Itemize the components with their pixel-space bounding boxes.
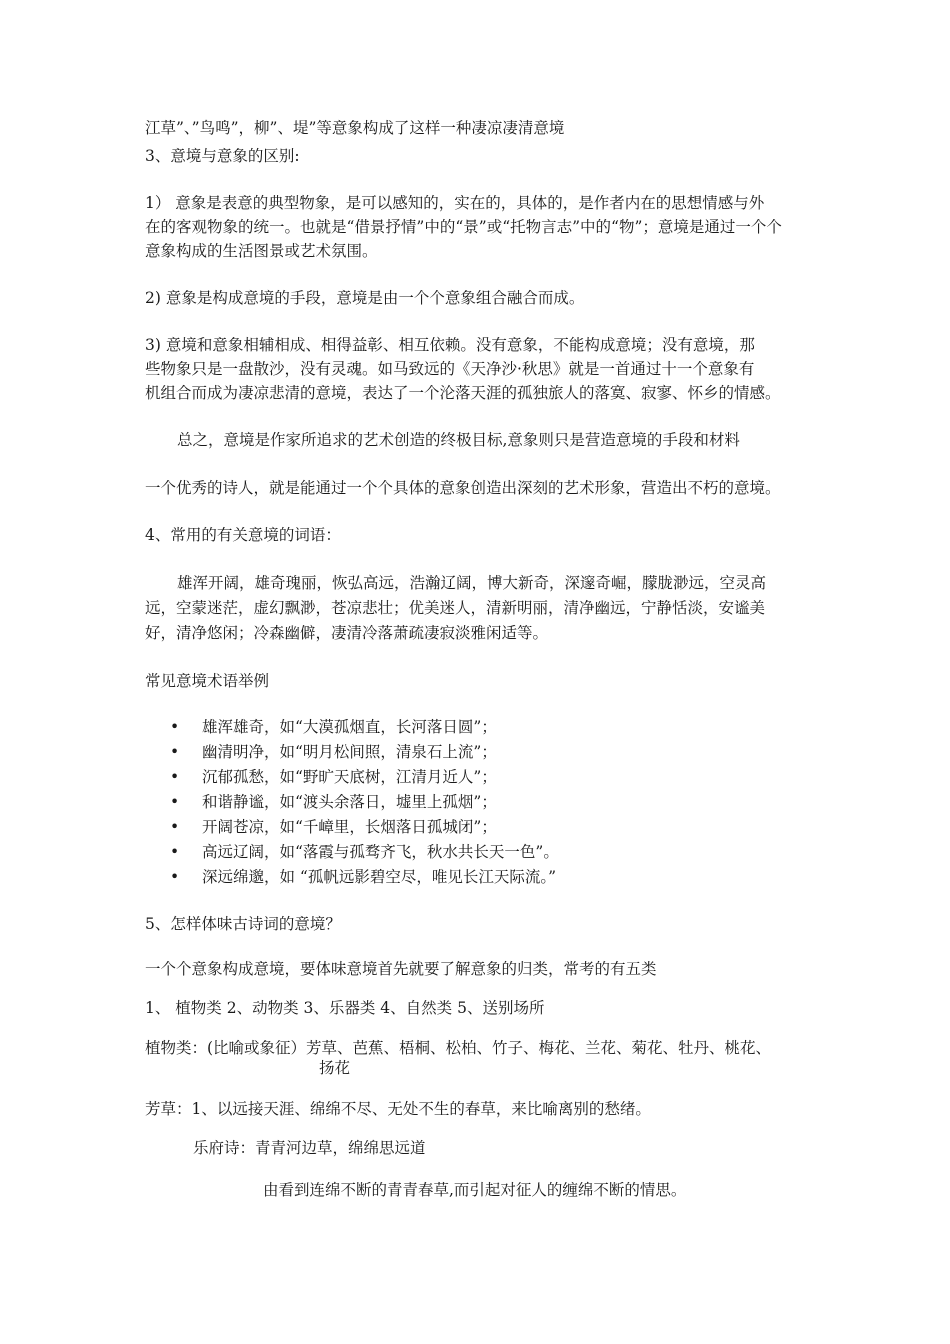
list-item [170,767,497,787]
bullet-icon: • [170,868,180,886]
terms-heading: 常见意境术语举例 [145,672,270,690]
list-item [170,867,556,887]
list-item-text: 和谐静谧，如“渡头余落日，墟里上孤烟”； [202,793,497,811]
plant-category-line-1: 植物类：(比喻或象征）芳草、芭蕉、梧桐、松柏、竹子、梅花、兰花、菊花、牡丹、桃花、 [145,1039,772,1057]
fangcao-paragraph: 芳草：1、以远接天涯、绵绵不尽、无处不生的春草，来比喻离别的愁绪。 [145,1100,651,1118]
paragraph-7: 一个个意象构成意境，要体味意境首先就要了解意象的归类，常考的有五类 [145,960,657,978]
bullet-icon: • [170,818,180,836]
poem-explanation: 由看到连绵不断的青青春草,而引起对征人的缠绵不断的情思。 [263,1181,687,1199]
paragraph-2: 2) 意象是构成意境的手段，意境是由一个个意象组合融合而成。 [145,289,585,307]
bullet-icon: • [170,843,180,861]
paragraph-5: 一个优秀的诗人，就是能通过一个个具体的意象创造出深刻的艺术形象，营造出不朽的意境。 [145,479,781,497]
text-line-1: 江草”、”鸟鸣”，柳”、堤”等意象构成了这样一种凄凉凄清意境 [145,119,565,137]
category-list: 1、 植物类 2、动物类 3、乐器类 4、自然类 5、送别场所 [145,999,545,1017]
section-heading-5: 5、怎样体味古诗词的意境？ [145,915,341,933]
section-heading-3: 3、意境与意象的区别: [145,147,300,165]
paragraph-6-line-2: 远，空蒙迷茫，虚幻飘渺，苍凉悲壮；优美迷人，清新明丽，清净幽远，宁静恬淡，安谧美 [145,599,766,617]
list-item [170,792,497,812]
paragraph-3-line-3: 机组合而成为凄凉悲清的意境，表达了一个沦落天涯的孤独旅人的落寞、寂寥、怀乡的情感。 [145,384,781,402]
list-item [170,742,497,762]
list-item-text: 雄浑雄奇，如“大漠孤烟直，长河落日圆”； [202,718,497,736]
list-item-text: 沉郁孤愁，如“野旷天底树，江清月近人”； [202,768,497,786]
list-item [170,842,559,862]
paragraph-6-line-1: 雄浑开阔，雄奇瑰丽，恢弘高远，浩瀚辽阔，博大新奇，深邃奇崛，朦胧渺远，空灵高 [177,574,767,592]
list-item [170,717,497,737]
paragraph-3-line-2: 些物象只是一盘散沙，没有灵魂。如马致远的《天净沙·秋思》就是一首通过十一个意象有 [145,360,755,378]
paragraph-4: 总之，意境是作家所追求的艺术创造的终极目标,意象则只是营造意境的手段和材料 [177,431,740,449]
list-item [170,817,497,837]
bullet-icon: • [170,768,180,786]
paragraph-6-line-3: 好，清净悠闲；冷森幽僻，凄清冷落萧疏凄寂淡雅闲适等。 [145,624,549,642]
bullet-icon: • [170,743,180,761]
bullet-icon: • [170,793,180,811]
paragraph-1-line-2: 在的客观物象的统一。也就是“借景抒情”中的“景”或“托物言志”中的“物”；意境是通过一个个 [145,218,782,236]
list-item-text: 幽清明净，如“明月松间照，清泉石上流”； [202,743,497,761]
poem-quote: 乐府诗：青青河边草，绵绵思远道 [193,1139,426,1157]
plant-category-line-2: 扬花 [319,1059,351,1077]
paragraph-1-line-3: 意象构成的生活图景或艺术氛围。 [145,242,378,260]
list-item-text: 高远辽阔，如“落霞与孤骛齐飞，秋水共长天一色”。 [202,843,559,861]
paragraph-3-line-1: 3) 意境和意象相辅相成、相得益彰、相互依赖。没有意象，不能构成意境；没有意境，那 [145,336,755,354]
list-item-text: 开阔苍凉，如“千嶂里，长烟落日孤城闭”； [202,818,497,836]
section-heading-4: 4、常用的有关意境的词语： [145,526,341,544]
bullet-icon: • [170,718,180,736]
paragraph-1-line-1: 1） 意象是表意的典型物象，是可以感知的，实在的，具体的，是作者内在的思想情感与外 [145,194,765,212]
list-item-text: 深远绵邈，如 “孤帆远影碧空尽，唯见长江天际流。” [202,868,557,886]
